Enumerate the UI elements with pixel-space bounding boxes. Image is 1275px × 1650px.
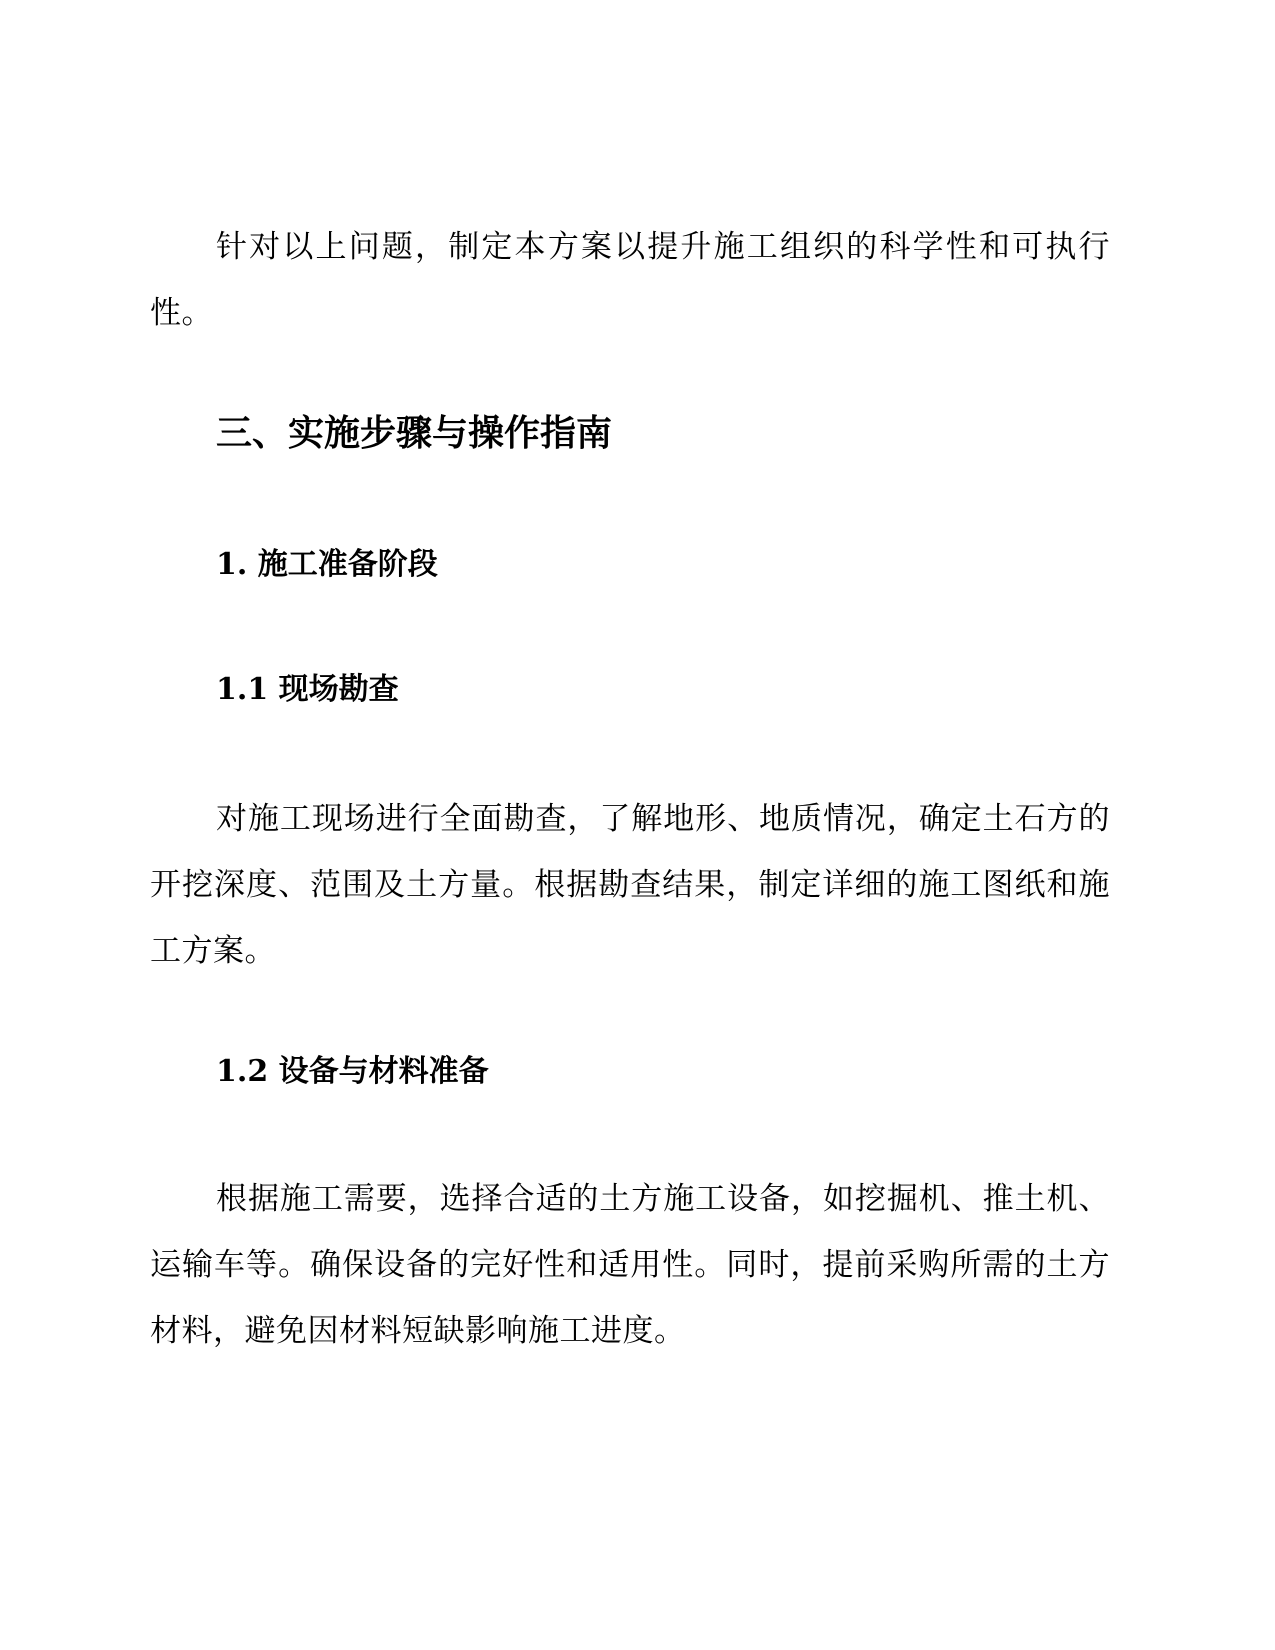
subsection-heading: 1. 施工准备阶段 — [216, 547, 438, 582]
item-heading-equipment-materials: 1.2 设备与材料准备 — [216, 1054, 489, 1089]
equipment-materials-paragraph: 根据施工需要，选择合适的土方施工设备，如挖掘机、推土机、运输车等。确保设备的完好性和适用性。同时，提前采购所需的土方材料，避免因材料短缺影响施工进度。 — [150, 1181, 1110, 1349]
site-survey-paragraph: 对施工现场进行全面勘查，了解地形、地质情况，确定土石方的开挖深度、范围及土方量。根据勘查结果，制定详细的施工图纸和施工方案。 — [150, 801, 1110, 969]
item-heading-site-survey: 1.1 现场勘查 — [216, 672, 399, 707]
intro-paragraph: 针对以上问题，制定本方案以提升施工组织的科学性和可执行性。 — [150, 229, 1110, 331]
section-heading: 三、实施步骤与操作指南 — [216, 413, 613, 454]
